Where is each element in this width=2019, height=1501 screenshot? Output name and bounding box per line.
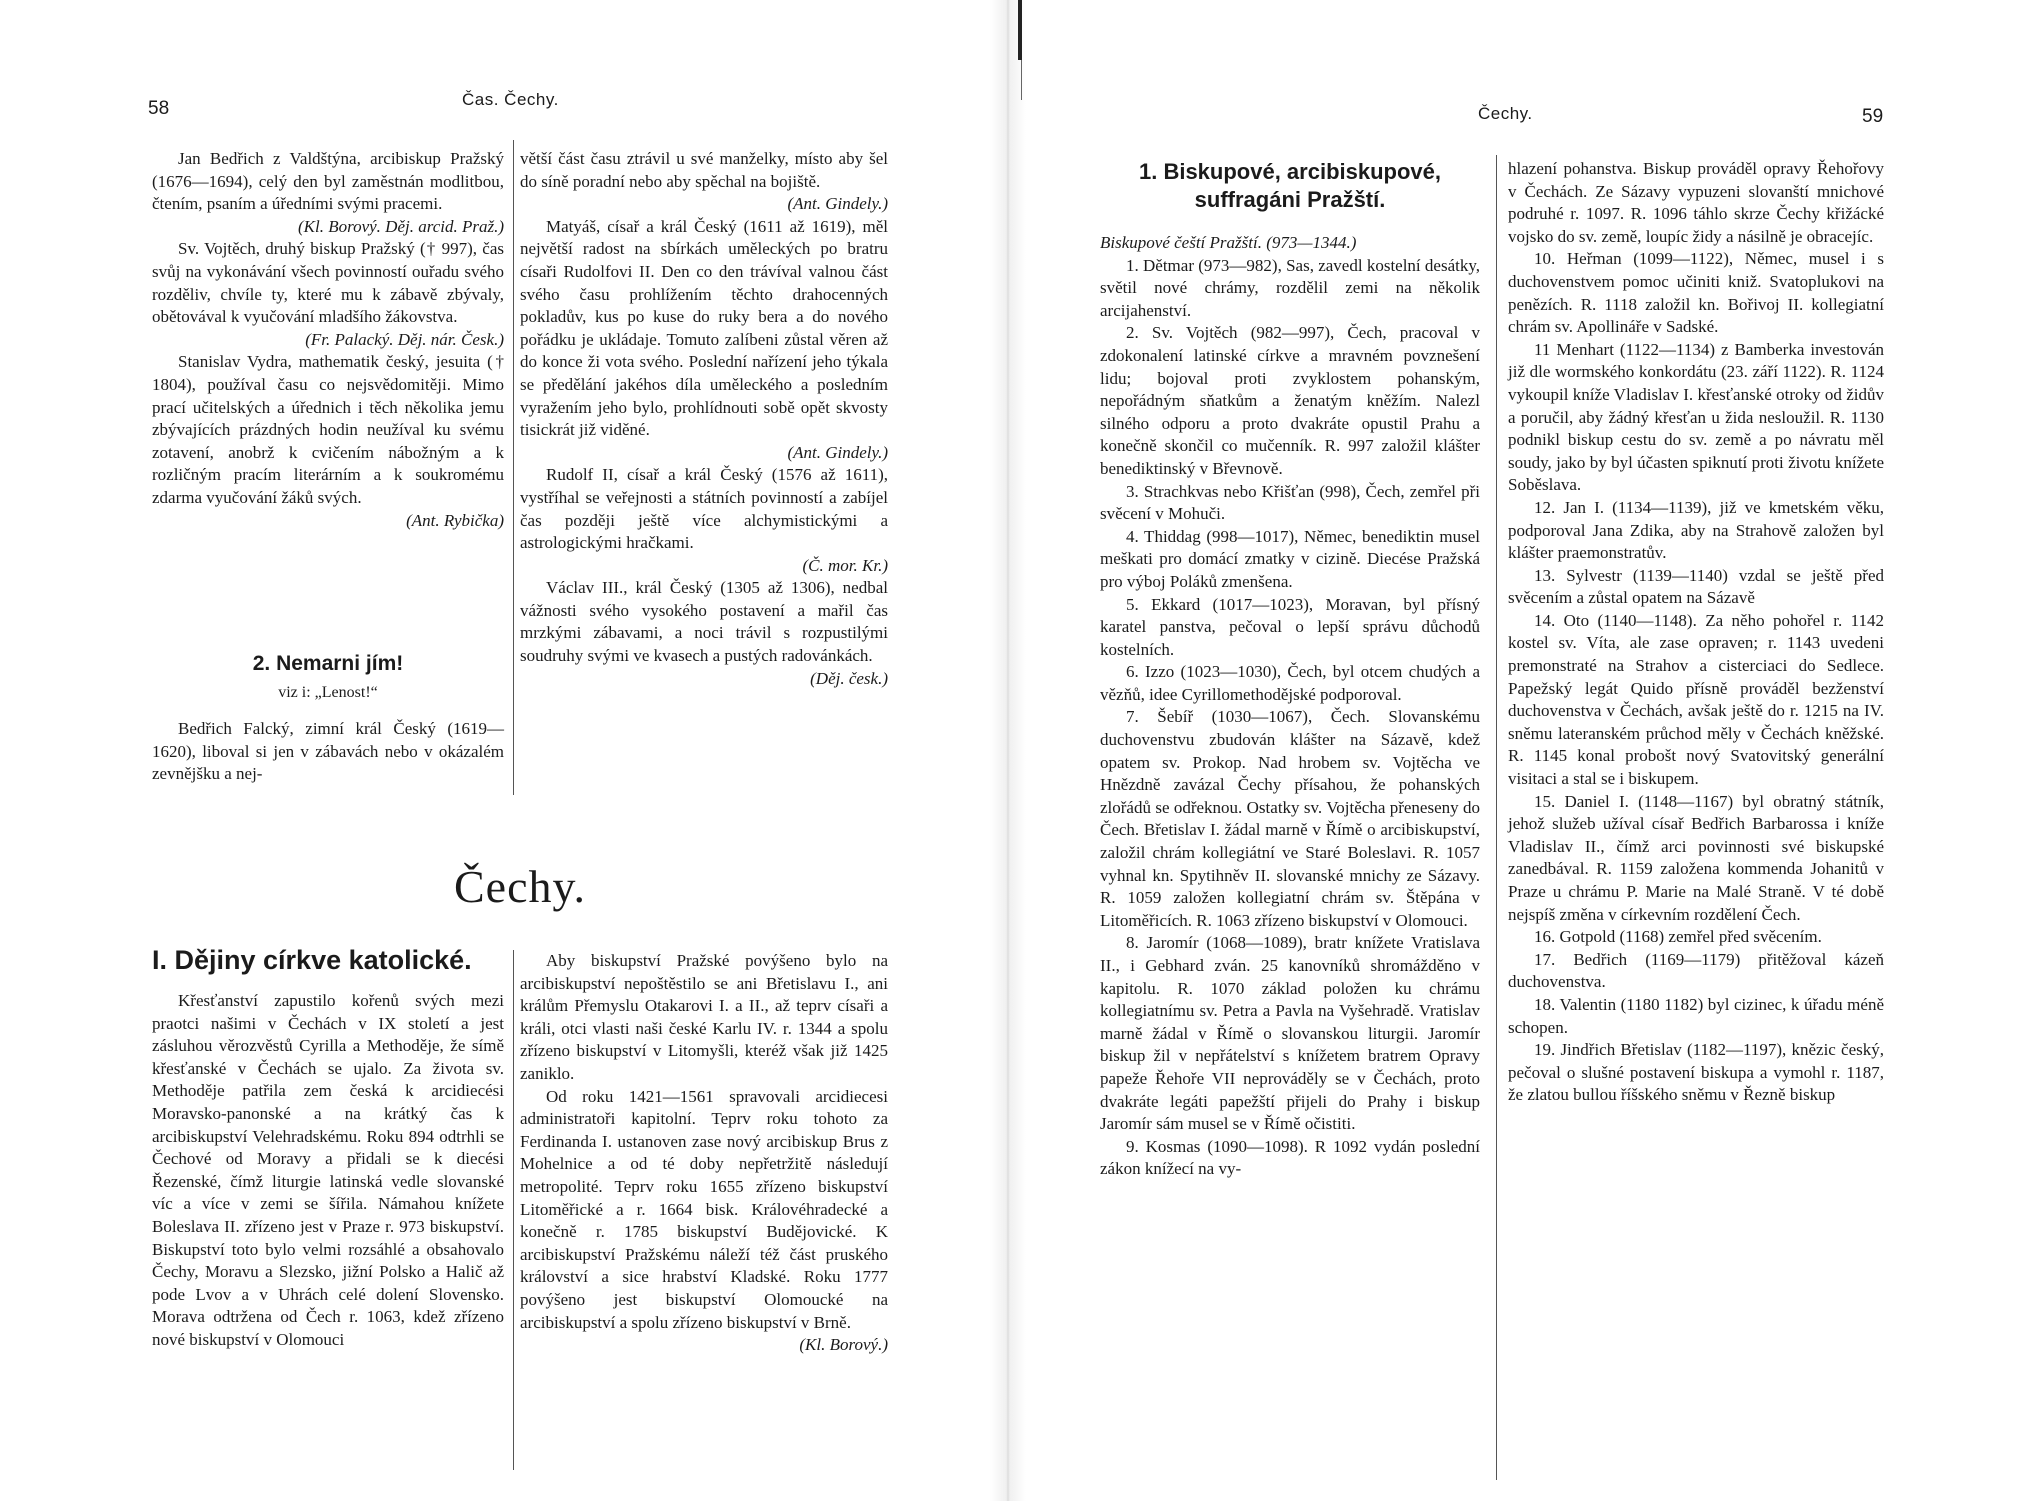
column-lower-right [520,950,888,1357]
column-upper-right [520,148,888,690]
entry: 7. Šebíř (1030—1067), Čech. Slovanskému duchovenstvu zbudován klášter na Sázavě, kdež opatem sv. Prokop. Nad hrobem sv. Vojtěcha ve Hnězdně zavázal Čechy přísahou, že pohanských zlořádů se odřeknou. Ostatky sv. Vojtěcha přeneseny do Čech. Břetislav I. žádal marně v Římě o arcibiskupství, založil chrám kollegiátní ve Staré Boleslavi. R. 1057 vyhnal kn. Spytihněv II. slovanské mnichy ze Sázavy. R. 1059 založen kollegiatní chrám sv. Štěpána v Litoměřicích. R. 1063 zřízeno biskupství v Olomouci. [1100,707,1480,930]
section-heading: 1. Biskupové, arcibiskupové, suffragáni Pražští. [1138,159,1441,212]
entry: 3. Strachkvas nebo Křišťan (998), Čech, zemřel při svěcení v Mohuči. [1100,481,1480,524]
paragraph: Rudolf II, císař a král Český (1576 až 1611), vystříhal se veřejnosti a státních povinností a zabíjel čas později ještě více alchymistickými a astrologickými hračkami. [520,465,888,553]
column-upper-left-tail [152,718,504,786]
paragraph: větší část času ztrávil u své manželky, místo aby šel do síně poradní nebo aby spěchal na bojiště. [520,149,888,191]
entry: 8. Jaromír (1068—1089), bratr knížete Vratislava II., i Gebhard zván. 25 kanovníků shromážděno v kapitolu. R. 1070 základ položen ku chrámu kollegiatnímu sv. Petra a Pavla na Vyšehradě. Vratislav marně žádal v Římě o slovanskou liturgii. Jaromír biskup žil v nepřátelství s knížetem bratrem Opravy papeže Řehoře VII neprováděly se v Čechách, proto dvakráte legáti papežští přijeli do Prahy i biskup Jaromír sám musel se v Římě očistiti. [1100,933,1480,1134]
cross-reference: viz i: „Lenost!“ [278,684,378,701]
paragraph: Od roku 1421—1561 spravovali arcidiecesi administratoři kapitolní. Teprv roku tohoto za Ferdinanda I. ustanoven zase nový arcibiskup Brus z Mohelnice a od té doby nepřetržitě následují metropolité. Teprv roku 1655 zřízeno biskupství Litoměřické a r. 1664 bisk. Královéhradecké a konečně r. 1785 biskupství Budějovické. K arcibiskupství Pražskému náleží též část pruského království a sice hrabství Kladské. Roku 1777 povýšeno jest biskupství Olomoucké na arcibiskupství a spolu zřízeno biskupství v Brně. [520,1086,888,1332]
entry: 4. Thiddag (998—1017), Němec, benediktin musel meškati pro domácí zmatky v cizině. Diecése Pražská pro výboj Poláků zmenšena. [1100,526,1480,591]
source-citation: (Kl. Borový.) [799,1335,888,1355]
source-citation: (Fr. Palacký. Děj. nár. Česk.) [305,329,504,349]
entry: 19. Jindřich Břetislav (1182—1197), knězic český, pečoval o slušné postavení biskupa a vymohl r. 1187, že zlatou bullou říšského sněmu v Řezně biskup [1508,1040,1884,1105]
running-head: Čechy. [1478,104,1533,123]
entry: 6. Izzo (1023—1030), Čech, byl otcem chudých a vězňů, idee Cyrillomethodějské podporoval. [1100,662,1480,704]
paragraph: Jan Bedřich z Valdštýna, arcibiskup Pražský (1676—1694), celý den byl zaměstnán modlitbou, čtením, psaním a úředními svými pracemi. [152,149,504,214]
subsection-heading: 2. Nemarni jím! [252,652,404,675]
entry: 17. Bedřich (1169—1179) přitěžoval kázeň duchovenstva. [1508,949,1884,992]
entry: 2. Sv. Vojtěch (982—997), Čech, pracoval v zdokonalení latinské církve a mravném povznešení lidu; bojoval proti zvyklostem pohanským, nepořádným sňatkům a ženatým kněžím. Nalezl silného odporu a proto dvakráte opustil Prahu a konečně skončil co mučenník. R. 997 založil klášter benediktinský v Břevnově. [1100,323,1480,478]
source-citation: (Kl. Borový. Děj. arcid. Praž.) [297,216,504,236]
entry: 12. Jan I. (1134—1139), již ve kmetském věku, podporoval Jana Zdika, aby na Strahově založen byl klášter praemonstratův. [1508,497,1884,563]
section-heading: I. Dějiny církve katolické. [152,945,472,975]
entry: 14. Oto (1140—1148). Za něho pohořel r. 1142 kostel sv. Víta, ale zase opraven; r. 1143 uvedeni premonstraté na Strahov a cisterciaci do Sedlece. Papežský legát Quido přísně prováděl bezženství duchovenstva v Čechách, avšak ještě do r. 1215 na IV. sněmu lateranském průchod měly v Čechách kněžské. R. 1145 konal probošt nový Svatovitský generální visitaci a stal se i biskupem. [1508,610,1884,789]
column-upper-left [152,148,504,532]
entry: 5. Ekkard (1017—1023), Moravan, byl přísný karatel panstva, pečoval o lepší správu důchodů kostelních. [1100,594,1480,659]
chapter-title: Čechy. [453,861,587,912]
paragraph: Sv. Vojtěch, druhý biskup Pražský († 997), čas svůj na vykonávání všech povinností ouřadu svého rozděliv, chvíle ty, které mu k zábavě zbývaly, obětovával k vyučování mladšího žákovstva. [152,239,504,327]
paragraph: Aby biskupství Pražské povýšeno bylo na arcibiskupství nepoštěstilo se ani Břetislavu I., ani králům Přemyslu Otakarovi I. a II., až teprv císaři a králi, otci vlasti naši české Karlu IV. r. 1344 a spolu zřízeno biskupství v Litomyšli, kteréž však již 1425 zaniklo. [520,951,888,1083]
left-page [0,0,1000,1501]
page-number: 58 [148,98,170,119]
right-page [1000,0,2019,1501]
column-right-page-right [1508,158,1884,1107]
paragraph: Bedřich Falcký, zimní král Český (1619—1620), liboval si jen v zábavách nebo v okázalém zevnějšku a nej- [152,719,504,784]
source-citation: (Ant. Gindely.) [787,194,888,214]
entry: hlazení pohanstva. Biskup prováděl opravy Řehořovy v Čechách. Ze Sázavy vypuzeni slovanští mnichové podruhé r. 1097. R. 1096 táhlo skrze Čechy křižácké vojsko do sv. země, loupíc židy a násilně je obracejíc. [1508,159,1884,246]
entry: 10. Heřman (1099—1122), Němec, musel i s duchovenstvem pomoc učiniti kniž. Svatoplukovi na penězích. R. 1118 založil kn. Bořivoj II. kollegiatní chrám sv. Apollináře v Sadské. [1508,249,1884,337]
paragraph: Václav III., král Český (1305 až 1306), nedbal vážnosti svého vysokého postavení a mařil čas mrzkými zábavami, a noci trávil s rozpustilými soudruhy svými ve kvasech a pustých radovánkách. [520,578,888,666]
subheading: Biskupové čeští Pražští. (973—1344.) [1100,233,1357,252]
page-number: 59 [1862,106,1884,127]
paragraph: Stanislav Vydra, mathematik český, jesuita († 1804), používal času co nejsvědomitěji. Mimo prací učitelských a úřednich i těch několika jemu zbývajících prázdných hodin neužíval ku svému zotavení, anobrž k cvičením nábožným a k rozličným pracím literárním a k soukromému zdarma vyučování žáků svých. [152,352,504,507]
column-rule [513,140,514,795]
source-citation: (Č. mor. Kr.) [802,555,888,575]
entry: 18. Valentin (1180 1182) byl cizinec, k úřadu méně schopen. [1508,994,1884,1037]
column-rule [513,950,514,1470]
paragraph: Křesťanství zapustilo kořenů svých mezi praotci našimi v Čechách v IX století a jest zásluhou věrozvěstů Cyrilla a Methoděje, že símě křesťanské v Čechách se ujalo. Za života sv. Methoděje patřila zem česká k arcidiecési Moravsko-panonské a na krátký čas k arcibiskupství Velehradskému. Roku 894 odtrhli se Čechové od Moravy a přidali se k diecési Řezenské, čímž liturgie latinská vedle slovanské víc a více v zemi se šířila. Námahou knížete Boleslava II. zřízeno jest v Praze r. 973 biskupství. Biskupství toto bylo velmi rozsáhlé a obsahovalo Čechy, Moravu a Slezsko, jižní Polsko a Halič až pode Lvov a v Uhrách celé dolení Slovensko. Morava odtržena od Čech r. 1063, kdež zřízeno nové biskupství v Olomouci [152,991,504,1349]
column-rule [1496,155,1497,1480]
column-right-page-left [1100,232,1480,1181]
entry: 1. Dětmar (973—982), Sas, zavedl kostelní desátky, světil nové chrámy, rozdělil zemi na několik arcijahenství. [1100,255,1480,320]
entry: 11 Menhart (1122—1134) z Bamberka investován již dle wormského konkordátu (23. září 1122). R. 1124 vykoupil kníže Vladislav I. křesťanské otroky od židův a poručil, aby žádný křesťan u žida nesloužil. R. 1130 podnikl biskup cestu do sv. země a po návratu měl soudy, jako by byl účasten spiknutí proti životu knížete Soběslava. [1508,339,1884,495]
entry: 16. Gotpold (1168) zemřel před svěcením. [1534,927,1822,947]
entry: 9. Kosmas (1090—1098). R 1092 vydán poslední zákon knížecí na vy- [1100,1136,1480,1179]
column-lower-left [152,990,504,1352]
entry: 13. Sylvestr (1139—1140) vzdal se ještě před svěcením a zůstal opatem na Sázavě [1508,565,1884,608]
source-citation: (Děj. česk.) [810,668,888,688]
entry: 15. Daniel I. (1148—1167) byl obratný státník, jehož služeb užíval císař Bedřich Barbarossa i kníže Vladislav II., čímž arci povinnosti své biskupské zanedbával. R. 1159 založena kommenda Johanitů v Praze u chrámu P. Marie na Malé Straně. V té době nejspíš změna v církevním rozdělení Čech. [1508,791,1884,924]
source-citation: (Ant. Gindely.) [787,442,888,462]
source-citation: (Ant. Rybička) [406,510,504,530]
paragraph: Matyáš, císař a král Český (1611 až 1619), měl největší radost na sbírkách uměleckých po bratru císaři Rudolfovi II. Den co den trávíval valnou část svého času prohlížením těchto drahocenných pokladův, kus po kuse do ruky bera a do nového pořádku je ukládaje. Tomuto zalíbeni zůstal věren až do konce ži vota svého. Poslední nařízení jeho týkala se předělání jakéhos díla uměleckého a posledním vyražením jeho bylo, prohlídnouti sobě opět skvosty tisickrát již viděné. [520,216,888,440]
running-head: Čas. Čechy. [462,90,559,109]
